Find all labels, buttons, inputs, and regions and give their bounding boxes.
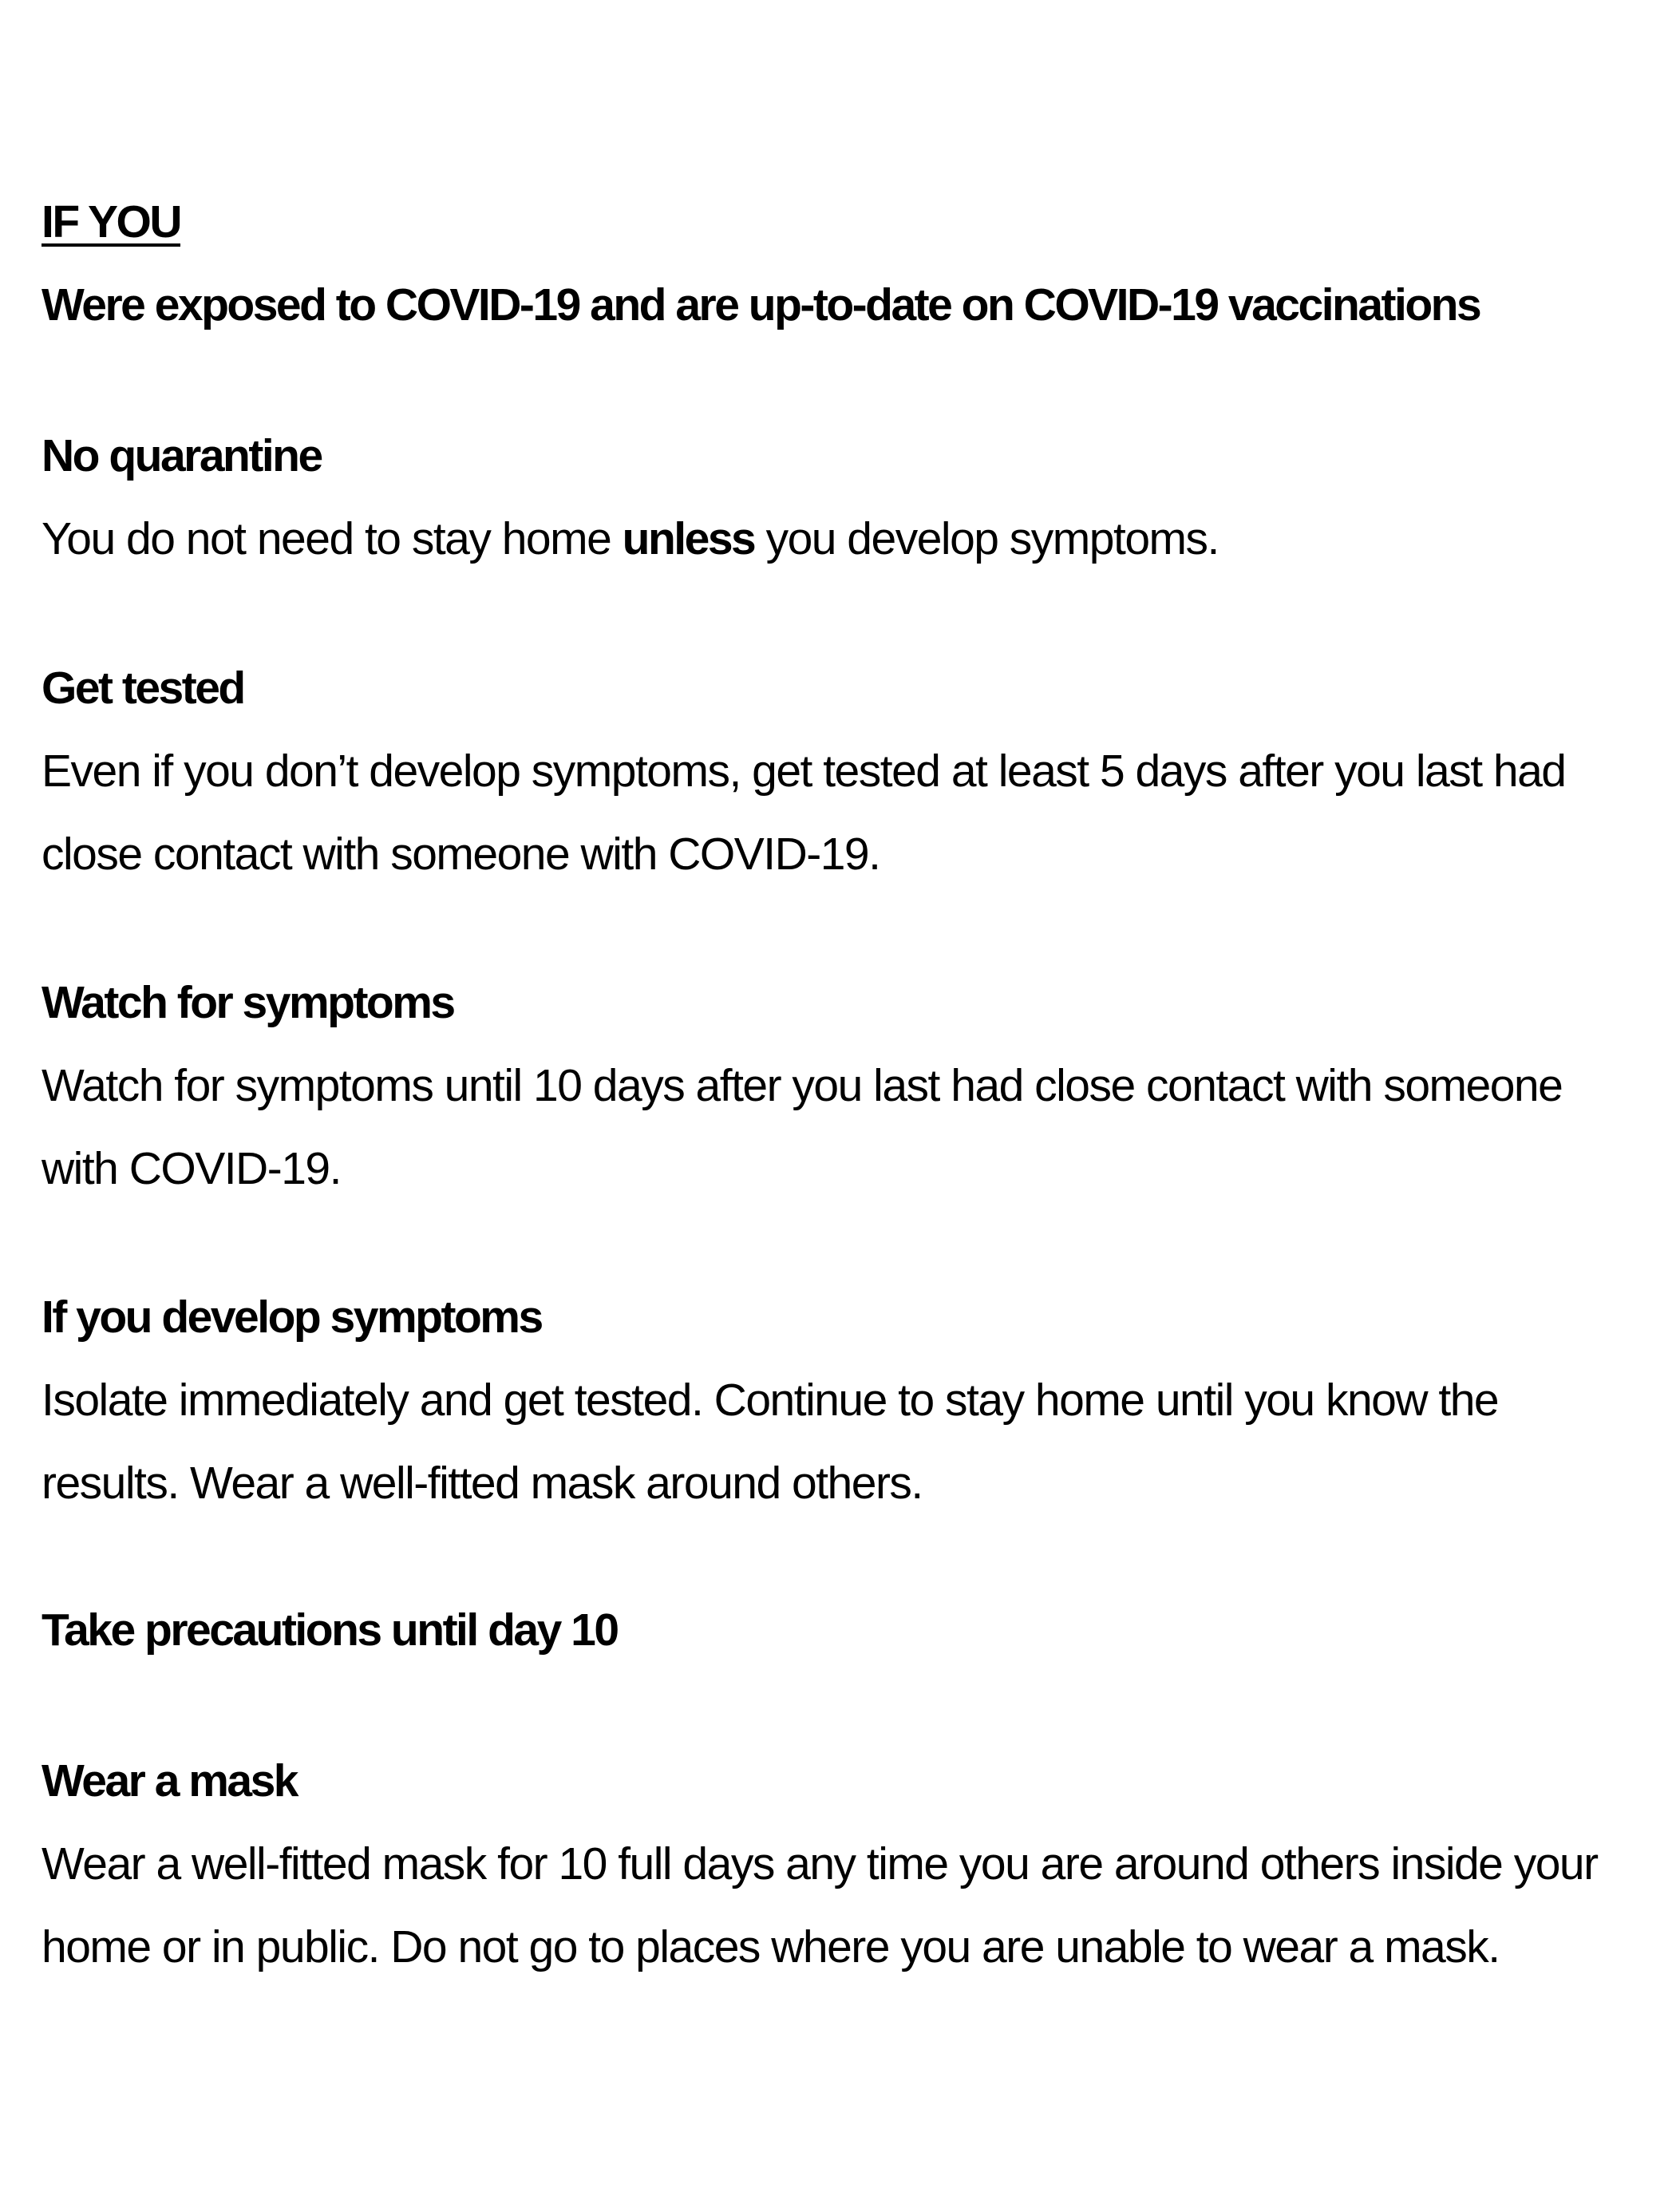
section-text: [42, 497, 1622, 580]
section-text: Watch for symptoms until 10 days after you last had close contact with someone with COVID-19.: [42, 1060, 1563, 1194]
header-subtitle: Were exposed to COVID-19 and are up-to-date on COVID-19 vaccinations: [42, 279, 1480, 330]
text-before-emphasis: You do not need to stay home: [42, 513, 623, 564]
section-title: Wear a mask: [42, 1755, 298, 1806]
section-text: Wear a well-fitted mask for 10 full days any time you are around others inside your home or in public. Do not go to places where you are unable to wear a mask.: [42, 1838, 1598, 1972]
section-title: Watch for symptoms: [42, 977, 454, 1028]
section-no-quarantine: [42, 414, 1638, 580]
section-watch-symptoms: [42, 961, 1638, 1210]
section-title: If you develop symptoms: [42, 1292, 542, 1343]
section-wear-mask: [42, 1739, 1638, 1988]
section-title: No quarantine: [42, 430, 322, 481]
section-get-tested: [42, 647, 1638, 896]
header-label: IF YOU: [42, 196, 180, 247]
section-develop-symptoms: [42, 1276, 1638, 1525]
emphasis-text: unless: [622, 513, 755, 564]
text-after-emphasis: you develop symptoms.: [754, 513, 1219, 564]
section-title: Take precautions until day 10: [42, 1604, 618, 1656]
header-block: [42, 180, 1638, 346]
section-text: Isolate immediately and get tested. Continue to stay home until you know the results. Wear a well-fitted mask around others.: [42, 1375, 1499, 1509]
section-text: Even if you don’t develop symptoms, get tested at least 5 days after you last had close contact with someone with COVID-19.: [42, 746, 1566, 880]
section-title: Get tested: [42, 663, 244, 714]
section-precautions: [42, 1589, 1638, 1672]
